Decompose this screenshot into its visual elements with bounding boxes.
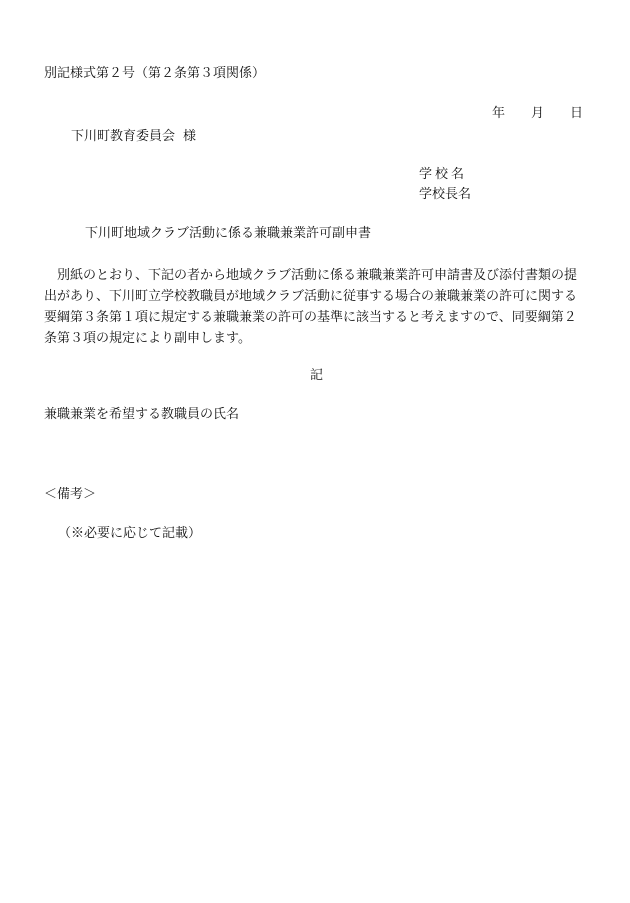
principal-name-label: 学校長名 [419, 187, 472, 202]
addressee-name: 下川町教育委員会 [71, 129, 176, 144]
applicant-name-label: 兼職兼業を希望する教職員の氏名 [44, 407, 240, 422]
body-line: 別紙のとおり、下記の者から地域クラブ活動に係る兼職兼業許可申請書及び添付書類の提 [44, 268, 578, 283]
addressee [71, 129, 196, 145]
addressee-honorific: 様 [183, 129, 197, 144]
ki-heading: 記 [310, 368, 324, 383]
body-line: 条第３項の規定により副申します。 [44, 331, 251, 346]
month-label: 月 [531, 106, 545, 121]
remarks-heading: ＜備考＞ [44, 487, 97, 502]
document-title: 下川町地域クラブ活動に係る兼職兼業許可副申書 [85, 226, 372, 241]
year-label: 年 [492, 106, 506, 121]
date-line [492, 106, 583, 122]
school-name-label: 学校名 [419, 167, 468, 182]
remarks-note: （※必要に応じて記載） [58, 526, 202, 541]
form-number: 別記様式第２号（第２条第３項関係） [44, 66, 266, 81]
body-line: 要綱第３条第１項に規定する兼職兼業の許可の基準に該当すると考えますので、同要綱第２ [44, 310, 577, 325]
day-label: 日 [570, 106, 584, 121]
body-paragraph [44, 265, 590, 349]
body-line: 出があり、下川町立学校教職員が地域クラブ活動に従事する場合の兼職兼業の許可に関する [44, 289, 578, 304]
